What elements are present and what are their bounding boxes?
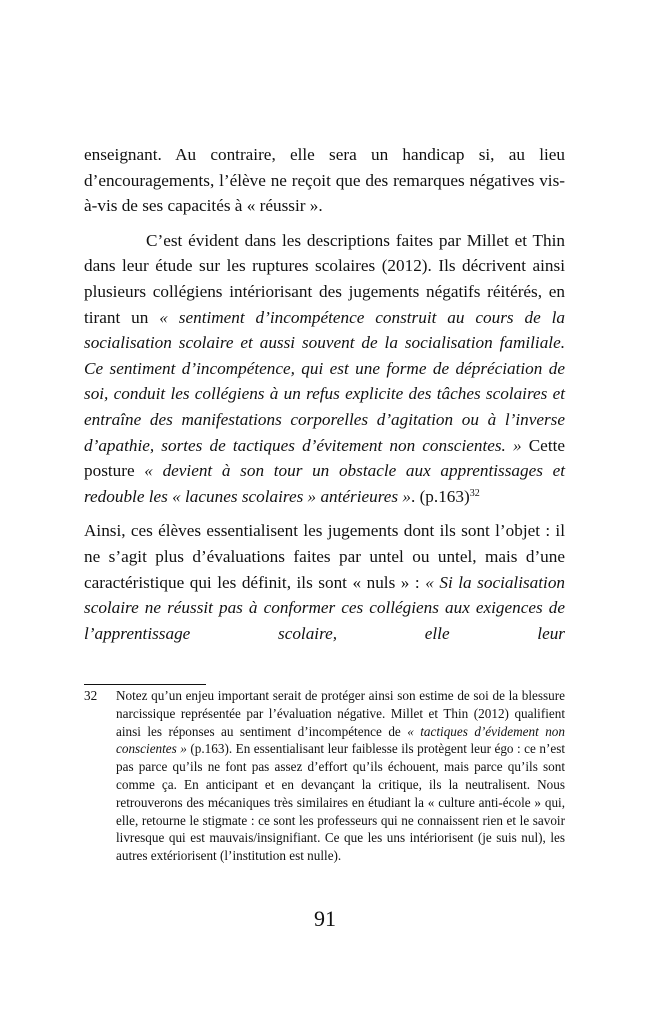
paragraph-2-text-c: Cette posture (84, 435, 565, 481)
page-number: 91 (314, 906, 336, 931)
footnote-quote: « tactiques d’évidement non conscientes » (116, 723, 565, 757)
footnote-text-c: (p.163). En essentialisant leur faiblesse ils protègent leur égo : ce n’est pas parce qu’ils ne font pas assez d’effort qu’ils échouent, mais parce qu’ils sont comme ça. En anticipant et en devançant la critique, ils la neutralisent. Nous retrouverons des mécaniques très similaires en étudiant la « culture anti-école » qui, elle, retourne le stigmate : ce sont les professeurs qui ne connaissent rien et le savoir livresque qui est mauvais/insignifiant. Ce que les uns intériorisent (je suis nul), les autres extériorisent (l’institution est nulle). (116, 741, 565, 864)
paragraph-2-text-a: C’est évident dans les descriptions faites par Millet et Thin dans leur étude sur les ruptures scolaires (2012). Ils décrivent ainsi plusieurs collégiens intériorisant des jugements négatifs réitérés, en tirant un (84, 230, 565, 327)
footnote-reference[interactable]: 32 (469, 487, 480, 499)
paragraph-2 (84, 228, 565, 510)
quote-millet-thin-2: « devient à son tour un obstacle aux apprentissages et redouble les « lacunes scolaires » antérieures » (84, 461, 565, 506)
quote-millet-thin-1: « sentiment d’incompétence construit au cours de la socialisation scolaire et aussi souvent de la socialisation familiale. Ce sentiment d’incompétence, qui est une forme de dépréciation de soi, conduit les collégiens à un refus explicite des tâches scolaires et entraîne des manifestations corporelles d’agitation ou à l’inverse d’apathie, sortes de tactiques d’évitement non conscientes. » (84, 307, 565, 455)
paragraph-1 (84, 142, 565, 219)
footnote-text (116, 687, 565, 865)
paragraph-3 (84, 518, 565, 646)
footnote-number: 32 (84, 688, 98, 703)
paragraph-3-text-a: Ainsi, ces élèves essentialisent les jugements dont ils sont l’objet : il ne s’agit plus d’évaluations faites par untel ou untel, mais d’une caractéristique qui les définit, ils sont « nuls » : (84, 521, 565, 592)
footnote-separator (84, 684, 206, 685)
page-body (84, 142, 565, 646)
page-reference: . (p.163) (410, 486, 470, 506)
footnote-32 (84, 687, 565, 865)
footnote-text-a: Notez qu’un enjeu important serait de protéger ainsi son estime de soi de la blessure narcissique représentée par l’évaluation négative. Millet et Thin (2012) qualifient ainsi les réponses au sentiment d’incompétence de (116, 688, 565, 739)
quote-millet-thin-3: « Si la socialisation scolaire ne réussit pas à conformer ces collégiens aux exigences de l’apprentissage scolaire, elle leur (84, 572, 566, 643)
paragraph-1-text: enseignant. Au contraire, elle sera un handicap si, au lieu d’encouragements, l’élève ne reçoit que des remarques négatives vis-à-vis de ses capacités à « réussir ». (84, 145, 565, 216)
